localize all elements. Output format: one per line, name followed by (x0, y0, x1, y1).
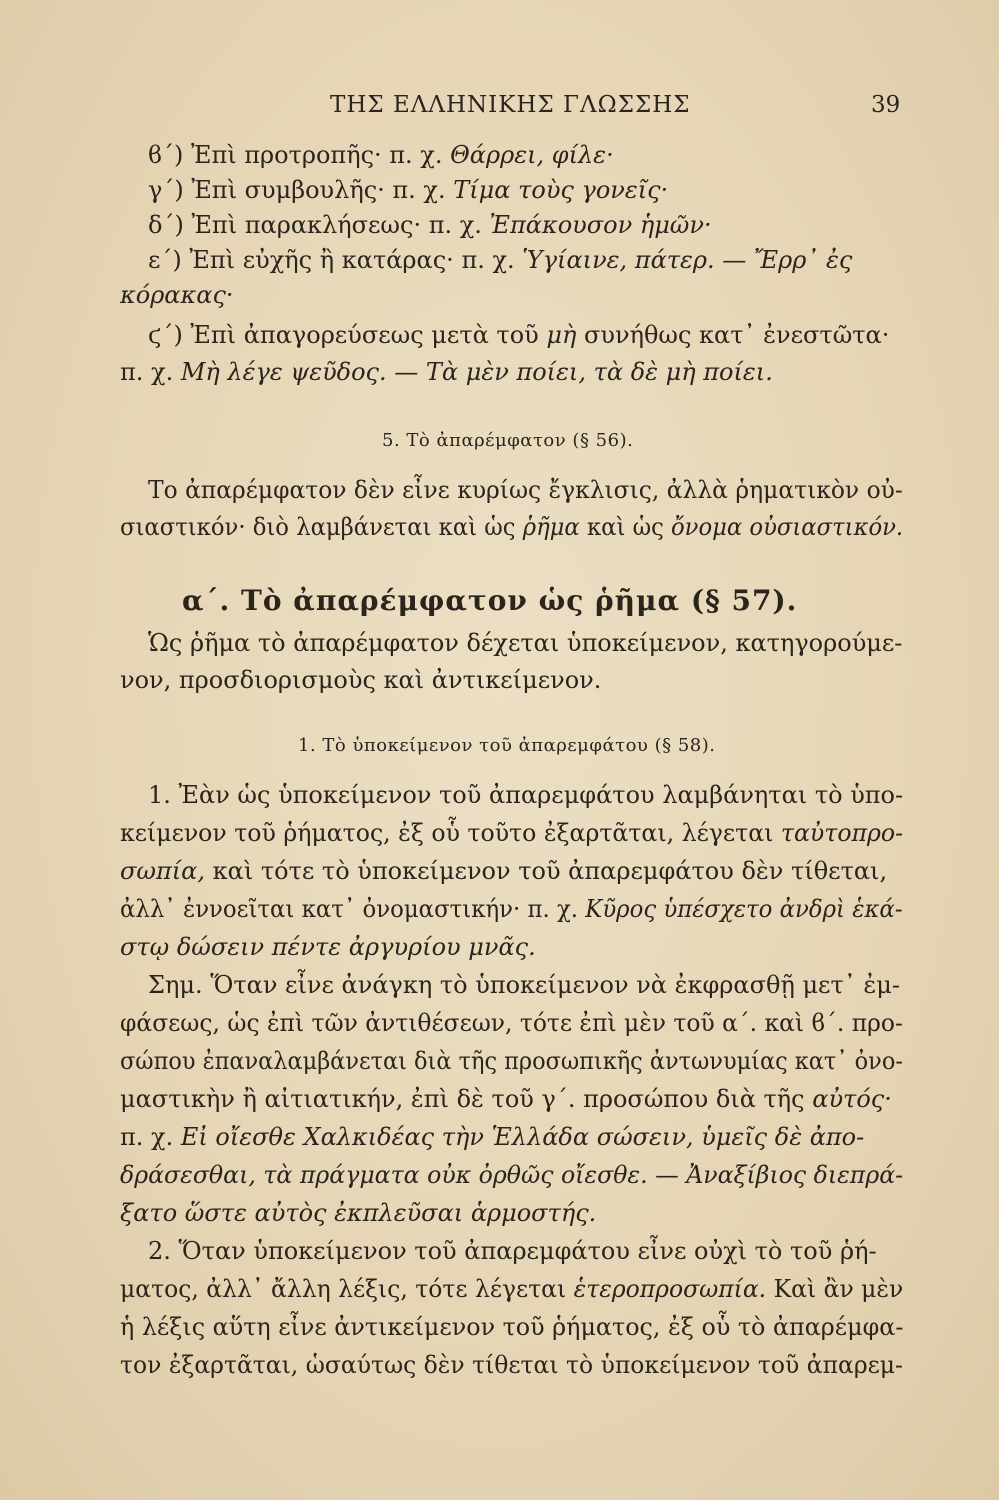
italic-run: μὴ (546, 321, 577, 349)
text-line (148, 320, 889, 350)
page-number: 39 (871, 92, 901, 118)
italic-run: Τίμα τοὺς γονεῖς· (453, 176, 669, 204)
text-run: ϐ΄) Ἐπὶ προτροπῆς· π. χ. (148, 141, 451, 169)
text-run: ε΄) Ἐπὶ εὐχῆς ἢ κατάρας· π. χ. (148, 246, 523, 274)
text-run: Σημ. Ὅταν εἶνε ἀνάγκη τὸ ὑποκείμενον νὰ ἐκφρασθῇ μετ᾿ ἐμ- (148, 971, 900, 999)
text-run: ματος, ἀλλ᾿ ἄλλη λέξις, τότε λέγεται (120, 1275, 574, 1303)
text-line (120, 856, 887, 886)
italic-run: αὐτός· (812, 1085, 892, 1113)
text-run: Ὡς ῥῆμα τὸ ἀπαρέμφατον δέχεται ὑποκείμενον, κατηγορούμε- (148, 629, 903, 657)
text-run: Καὶ ἂν μὲν (766, 1275, 904, 1303)
text-run: φάσεως, ὡς ἐπὶ τῶν ἀντιθέσεων, τότε ἐπὶ μὲν τοῦ α΄. καὶ ϐ΄. προ- (120, 1009, 903, 1037)
text-run: μαστικὴν ἢ αἰτιατικήν, ἐπὶ δὲ τοῦ γ΄. προσώπου διὰ τῆς (120, 1085, 813, 1113)
section-heading-subject: 1. Τὸ ὑποκείμενον τοῦ ἀπαρεμφάτου (§ 58). (298, 735, 716, 756)
text-line (120, 665, 601, 695)
running-title: ΤΗΣ ΕΛΛΗΝΙΚΗΣ ΓΛΩΣΣΗΣ (330, 92, 691, 118)
text-run: 2. Ὅταν ὑποκείμενον τοῦ ἀπαρεμφάτου εἶνε οὐχὶ τὸ τοῦ ῥή- (148, 1237, 877, 1265)
running-head (0, 92, 999, 122)
text-run: συνήθως κατ᾿ ἐνεστῶτα· (576, 321, 890, 349)
text-line (120, 1122, 864, 1152)
text-line (148, 210, 712, 240)
text-run: καὶ τότε τὸ ὑποκείμενον τοῦ ἀπαρεμφάτου δὲν τίθεται, (204, 857, 888, 885)
italic-run: ῥῆμα (522, 513, 580, 541)
italic-run: Ὑγίαινε, πάτερ. — Ἔρρ᾿ ἐς (522, 246, 853, 274)
italic-run: ξατο ὥστε αὐτὸς ἐκπλεῦσαι ἁρμοστής. (120, 1199, 597, 1227)
italic-run: Μὴ λέγε ψεῦδος. — Τὰ μὲν ποίει, τὰ δὲ μὴ ποίει. (180, 358, 773, 386)
italic-run: δράσεσθαι, τὰ πράγματα οὐκ ὀρθῶς οἴεσθε. — Ἀναξίβιος διεπρά- (120, 1161, 904, 1189)
text-run: π. χ. (120, 358, 181, 386)
text-line (120, 1198, 596, 1228)
text-line (148, 475, 903, 505)
text-run: γ΄) Ἐπὶ συμβουλῆς· π. χ. (148, 176, 454, 204)
text-run: ἀλλ᾿ ἐννοεῖται κατ᾿ ὀνομαστικήν· π. χ. (120, 895, 586, 923)
text-line (120, 1008, 903, 1038)
text-line (148, 970, 900, 1000)
italic-run: ταὐτοπρο- (780, 819, 904, 847)
text-line (120, 1312, 903, 1342)
text-run: ϛ΄) Ἐπὶ ἀπαγορεύσεως μετὰ τοῦ (148, 321, 547, 349)
section-heading-infinitive-as-verb: α΄. Τὸ ἀπαρέμφατον ὡς ῥῆμα (§ 57). (182, 584, 798, 617)
text-run: Το ἀπαρέμφατον δὲν εἶνε κυρίως ἔγκλισις, ἀλλὰ ῥηματικὸν οὐ- (148, 476, 903, 504)
italic-run: ἑτεροπροσωπία. (573, 1275, 767, 1303)
text-line (148, 780, 903, 810)
text-line (120, 280, 234, 310)
italic-run: Θάρρει, φίλε· (450, 141, 614, 169)
text-line (148, 245, 852, 275)
text-run: τον ἐξαρτᾶται, ὡσαύτως δὲν τίθεται τὸ ὑποκείμενον τοῦ ἀπαρεμ- (120, 1351, 903, 1379)
text-line (120, 894, 903, 924)
text-run: σώπου ἐπαναλαμβάνεται διὰ τῆς προσωπικῆς ἀντωνυμίας κατ᾿ ὀνο- (120, 1047, 903, 1075)
section-heading-infinitive: 5. Τὸ ἀπαρέμφατον (§ 56). (382, 430, 634, 451)
text-line (120, 1350, 903, 1380)
text-line (148, 628, 902, 658)
italic-run: Κῦρος ὑπέσχετο ἀνδρὶ ἑκά- (585, 895, 903, 923)
text-line (120, 818, 903, 848)
italic-run: Εἰ οἴεσθε Χαλκιδέας τὴν Ἑλλάδα σώσειν, ὑμεῖς δὲ ἀπο- (180, 1123, 865, 1151)
text-run: δ΄) Ἐπὶ παρακλήσεως· π. χ. (148, 211, 490, 239)
text-line (120, 1084, 892, 1114)
text-line (120, 1160, 903, 1190)
text-line (120, 357, 773, 387)
text-run: σιαστικόν· διὸ λαμβάνεται καὶ ὡς (120, 513, 523, 541)
text-line (148, 140, 614, 170)
italic-run: Ἐπάκουσον ἡμῶν· (489, 211, 712, 239)
text-run: ἡ λέξις αὕτη εἶνε ἀντικείμενον τοῦ ῥήματος, ἐξ οὗ τὸ ἀπαρέμφα- (120, 1313, 904, 1341)
text-line (120, 512, 903, 542)
text-line (148, 1236, 877, 1266)
italic-run: στῳ δώσειν πέντε ἀργυρίου μνᾶς. (120, 933, 536, 961)
text-run: καὶ ὡς (579, 513, 672, 541)
text-line (120, 932, 536, 962)
text-line (148, 175, 668, 205)
text-run: π. χ. (120, 1123, 181, 1151)
text-line (120, 1274, 903, 1304)
italic-run: κόρακας· (120, 281, 234, 309)
text-run: νον, προσδιορισμοὺς καὶ ἀντικείμενον. (120, 666, 602, 694)
italic-run: ὄνομα οὐσιαστικόν. (671, 513, 904, 541)
text-run: κείμενον τοῦ ῥήματος, ἐξ οὗ τοῦτο ἐξαρτᾶται, λέγεται (120, 819, 781, 847)
italic-run: σωπία, (120, 857, 205, 885)
text-run: 1. Ἐὰν ὡς ὑποκείμενον τοῦ ἀπαρεμφάτου λαμβάνηται τὸ ὑπο- (148, 781, 904, 809)
text-line (120, 1046, 903, 1076)
